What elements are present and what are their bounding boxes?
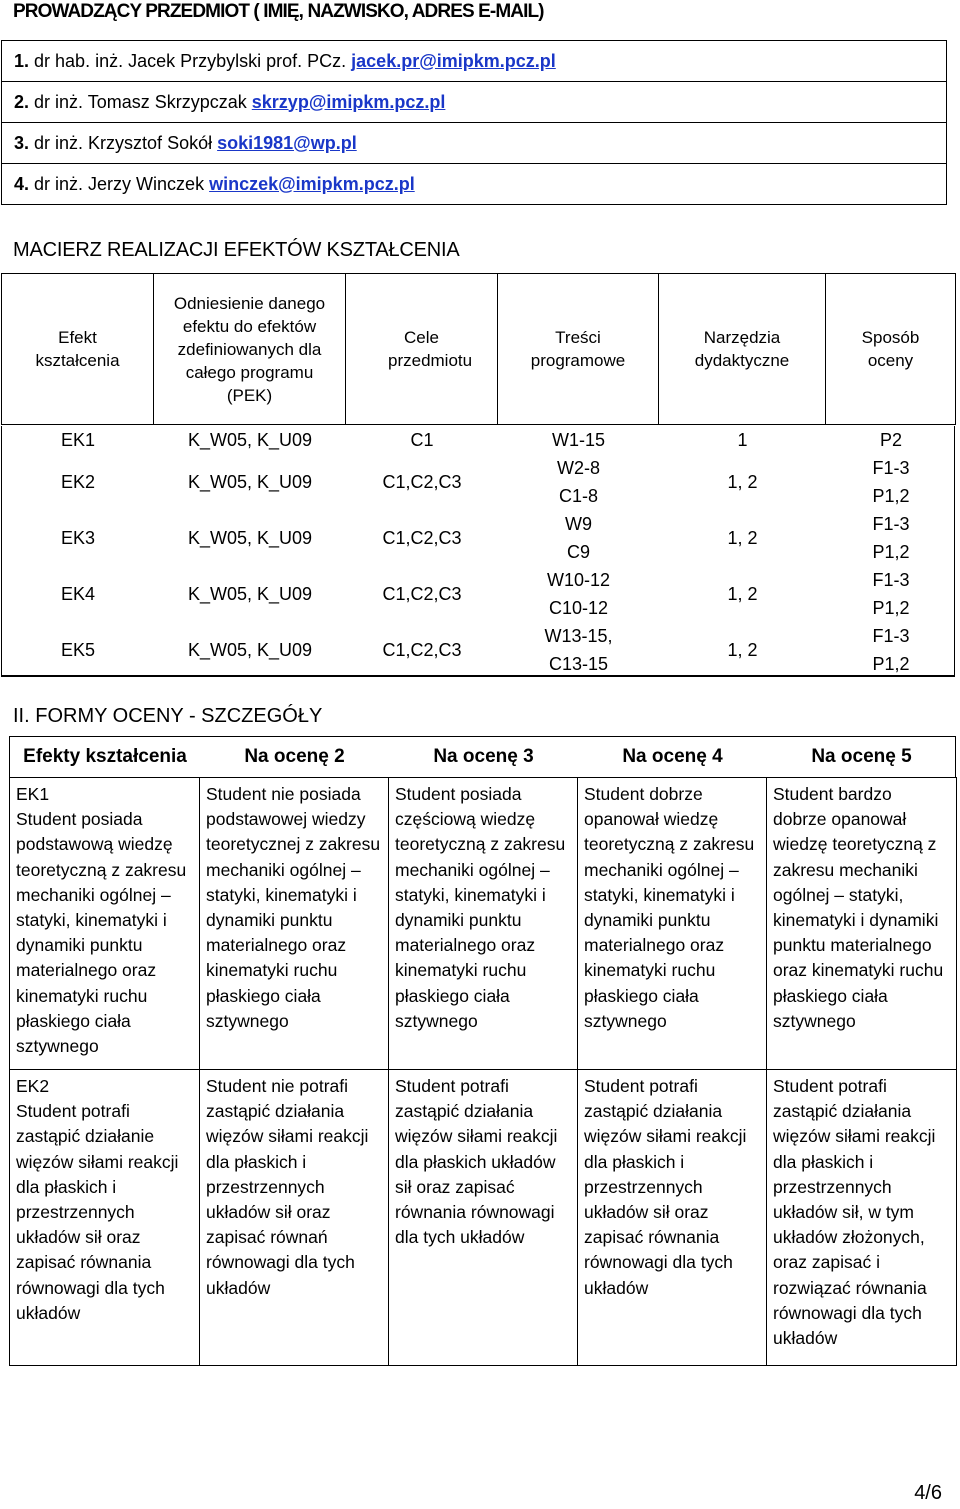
- grade-header-row: [9, 736, 956, 778]
- grade-row: [10, 1070, 957, 1366]
- matrix-narzedzia: 1, 2: [727, 472, 758, 492]
- grade-5-cell: Student bardzo dobrze opanował wiedzę teoretyczną z zakresu mechaniki ogólnej – statyki, kinematyki i dynamiki punktu materialnego oraz kinematyki ruchu płaskiego ciała sztywnego: [767, 778, 957, 1070]
- matrix-pek: K_W05, K_U09: [187, 640, 313, 660]
- matrix-ocena: P1,2: [872, 598, 910, 618]
- lecturer-email-link[interactable]: winczek@imipkm.pcz.pl: [209, 173, 415, 194]
- matrix-tresci: W10-12: [546, 570, 611, 590]
- grade-header-cell: Na ocenę 5: [811, 746, 912, 767]
- grade-effect-text: Student posiada podstawową wiedzę teoretyczną z zakresu mechaniki ogólnej – statyki, kinematyki i dynamiki punktu materialnego oraz kinematyki ruchu płaskiego ciała sztywnego: [16, 809, 187, 1057]
- lecturer-row: [2, 164, 947, 205]
- lecturer-name: dr inż. Tomasz Skrzypczak: [34, 91, 247, 112]
- lecturer-row: [2, 123, 947, 164]
- matrix-narzedzia: 1, 2: [727, 528, 758, 548]
- matrix-ek: EK5: [60, 640, 96, 660]
- matrix-pek: K_W05, K_U09: [187, 584, 313, 604]
- lecturers-table: [1, 40, 947, 205]
- matrix-tresci: W2-8: [556, 458, 600, 478]
- matrix-table: [1, 273, 956, 425]
- matrix-tresci: C9: [566, 542, 590, 562]
- matrix-tresci: W1-15: [551, 430, 605, 450]
- matrix-narzedzia: 1, 2: [727, 640, 758, 660]
- grade-row: [10, 778, 957, 1070]
- matrix-cele: C1,C2,C3: [382, 472, 462, 492]
- lecturer-name: dr inż. Krzysztof Sokół: [34, 132, 213, 153]
- grades-table: [9, 777, 957, 1366]
- matrix-cele: C1,C2,C3: [382, 640, 462, 660]
- matrix-tresci: W13-15,: [544, 626, 613, 646]
- matrix-tresci: W9: [565, 514, 592, 534]
- matrix-tresci: C13-15: [548, 654, 609, 674]
- forms-title: II. FORMY OCENY - SZCZEGÓŁY: [13, 705, 323, 727]
- lecturers-heading: PROWADZĄCY PRZEDMIOT ( IMIĘ, NAZWISKO, ADRES E-MAIL): [13, 1, 544, 22]
- grade-4-cell: Student potrafi zastąpić działania więzów siłami reakcji dla płaskich i przestrzennych układów sił oraz zapisać równania równowagi dla tych układów: [578, 1070, 767, 1366]
- matrix-cele: C1,C2,C3: [382, 528, 462, 548]
- matrix-ocena: F1-3: [872, 570, 910, 590]
- matrix-header-row: [2, 274, 956, 425]
- matrix-pek: K_W05, K_U09: [187, 528, 313, 548]
- lecturer-email-link[interactable]: soki1981@wp.pl: [217, 132, 357, 153]
- lecturer-num: 4.: [14, 173, 30, 194]
- matrix-header-cell: Odniesienie danego efektu do efektów zdefiniowanych dla całego programu (PEK): [154, 274, 346, 425]
- grade-3-cell: Student potrafi zastąpić działania więzów siłami reakcji dla płaskich układów sił oraz zapisać równania równowagi dla tych układów: [389, 1070, 578, 1366]
- grade-4-cell: Student dobrze opanował wiedzę teoretyczną z zakresu mechaniki ogólnej – statyki, kinematyki i dynamiki punktu materialnego oraz kinematyki ruchu płaskiego ciała sztywnego: [578, 778, 767, 1070]
- matrix-body: [1, 426, 955, 677]
- lecturer-email-link[interactable]: skrzyp@imipkm.pcz.pl: [251, 91, 446, 112]
- matrix-ocena: F1-3: [872, 458, 910, 478]
- matrix-ocena: P1,2: [872, 654, 910, 674]
- lecturer-num: 1.: [14, 50, 30, 71]
- lecturer-name: dr hab. inż. Jacek Przybylski prof. PCz.: [34, 50, 347, 71]
- lecturer-row: [2, 41, 947, 82]
- grade-header-cell: Na ocenę 4: [622, 746, 723, 767]
- grade-3-cell: Student posiada częściową wiedzę teoretyczną z zakresu mechaniki ogólnej – statyki, kinematyki i dynamiki punktu materialnego oraz kinematyki ruchu płaskiego ciała sztywnego: [389, 778, 578, 1070]
- matrix-header-cell: Treści programowe: [498, 274, 659, 425]
- matrix-ek: EK1: [60, 430, 96, 450]
- matrix-ocena: P1,2: [872, 486, 910, 506]
- matrix-header-cell: Cele przedmiotu: [346, 274, 498, 425]
- matrix-narzedzia: 1, 2: [727, 584, 758, 604]
- matrix-header-cell: Efekt kształcenia: [2, 274, 154, 425]
- lecturer-num: 3.: [14, 132, 30, 153]
- matrix-pek: K_W05, K_U09: [187, 472, 313, 492]
- grade-ek: EK2: [16, 1076, 50, 1096]
- matrix-ocena: F1-3: [872, 626, 910, 646]
- lecturer-row: [2, 82, 947, 123]
- matrix-ocena: F1-3: [872, 514, 910, 534]
- matrix-tresci: C1-8: [558, 486, 598, 506]
- lecturer-num: 2.: [14, 91, 30, 112]
- grade-effect-cell: [10, 1070, 200, 1366]
- matrix-pek: K_W05, K_U09: [187, 430, 313, 450]
- matrix-ek: EK4: [60, 584, 96, 604]
- grade-2-cell: Student nie posiada podstawowej wiedzy teoretycznej z zakresu mechaniki ogólnej – statyki, kinematyki i dynamiki punktu materialnego oraz kinematyki ruchu płaskiego ciała sztywnego: [200, 778, 389, 1070]
- grade-5-cell: Student potrafi zastąpić działania więzów siłami reakcji dla płaskich i przestrzennych układów sił, w tym układów złożonych, oraz zapisać i rozwiązać równania równowagi dla tych układów: [767, 1070, 957, 1366]
- matrix-ocena: P1,2: [872, 542, 910, 562]
- matrix-header-cell: Sposób oceny: [826, 274, 956, 425]
- matrix-cele: C1,C2,C3: [382, 584, 462, 604]
- matrix-ek: EK2: [60, 472, 96, 492]
- lecturer-name: dr inż. Jerzy Winczek: [34, 173, 205, 194]
- matrix-cele: C1: [410, 430, 434, 450]
- matrix-header-cell: Narzędzia dydaktyczne: [659, 274, 826, 425]
- grade-ek: EK1: [16, 784, 50, 804]
- grade-header-cell: Na ocenę 2: [244, 746, 345, 767]
- matrix-tresci: C10-12: [548, 598, 609, 618]
- matrix-ek: EK3: [60, 528, 96, 548]
- matrix-ocena: P2: [879, 430, 903, 450]
- page-number: 4/6: [914, 1482, 942, 1504]
- matrix-title: MACIERZ REALIZACJI EFEKTÓW KSZTAŁCENIA: [13, 239, 460, 261]
- matrix-narzedzia: 1: [737, 430, 748, 450]
- grade-header-cell: Efekty kształcenia: [23, 746, 187, 767]
- grade-effect-text: Student potrafi zastąpić działanie więzów siłami reakcji dla płaskich i przestrzennych układów sił oraz zapisać równania równowagi dla tych układów: [16, 1101, 179, 1323]
- grade-header-cell: Na ocenę 3: [433, 746, 534, 767]
- grade-effect-cell: [10, 778, 200, 1070]
- lecturer-email-link[interactable]: jacek.pr@imipkm.pcz.pl: [351, 50, 556, 71]
- grade-2-cell: Student nie potrafi zastąpić działania więzów siłami reakcji dla płaskich i przestrzennych układów sił oraz zapisać równań równowagi dla tych układów: [200, 1070, 389, 1366]
